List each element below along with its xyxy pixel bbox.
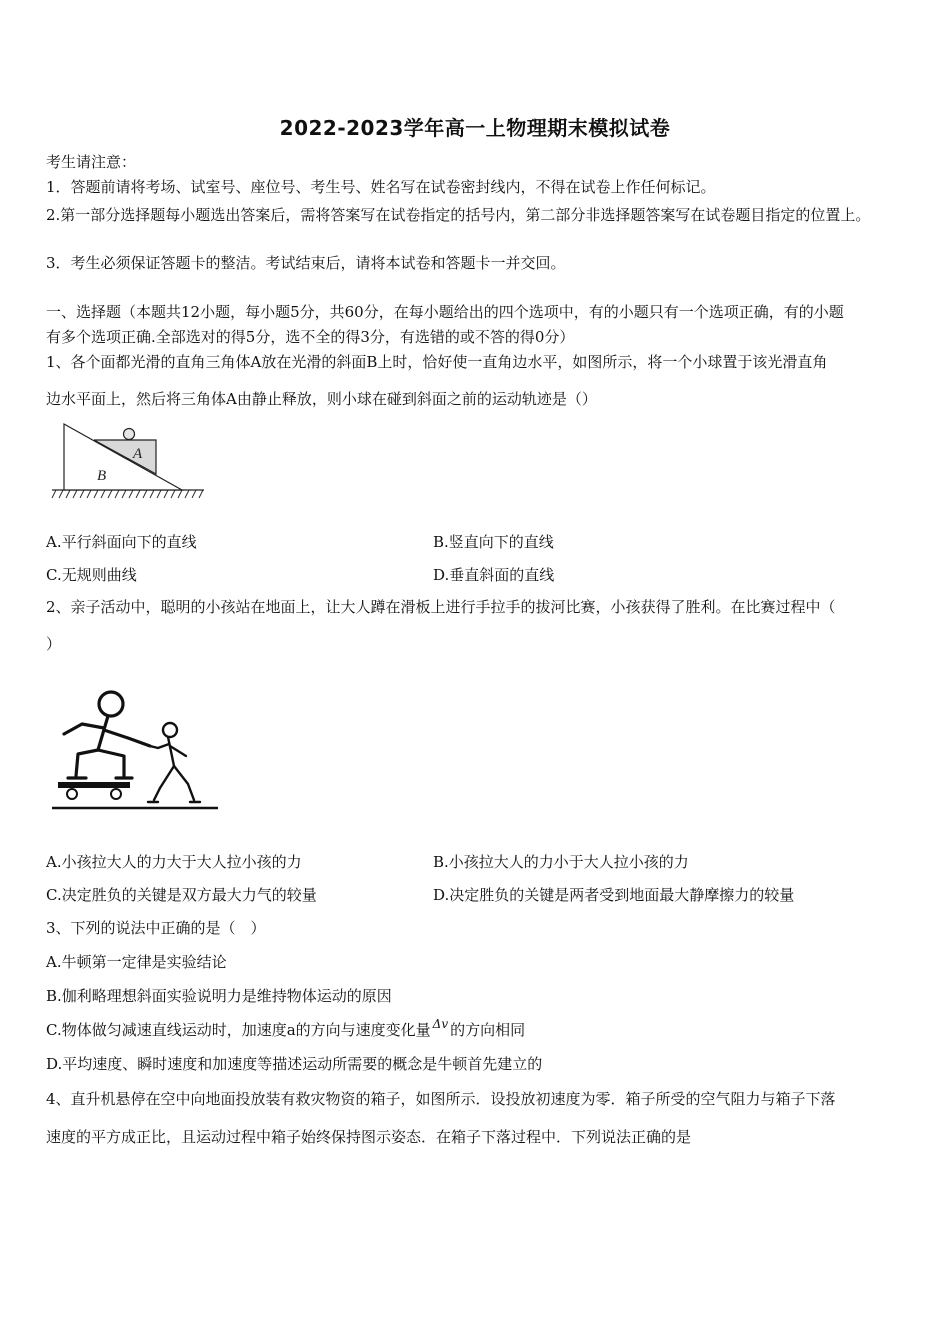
q4-stem-line2: 速度的平方成正比，且运动过程中箱子始终保持图示姿态．在箱子下落过程中．下列说法正确的是 bbox=[46, 1128, 692, 1146]
notice-item-1: 1．答题前请将考场、试室号、座位号、考生号、姓名写在试卷密封线内，不得在试卷上作任何标记。 bbox=[46, 178, 716, 196]
q3-option-c-text-after: 的方向相同 bbox=[450, 1021, 526, 1039]
q2-stem-line2: ） bbox=[46, 635, 62, 653]
section-heading-line1: 一、选择题（本题共12小题，每小题5分，共60分，在每小题给出的四个选项中，有的小题只有一个选项正确，有的小题 bbox=[46, 303, 844, 321]
q1-stem-line1: 1、各个面都光滑的直角三角体A放在光滑的斜面B上时，恰好使一直角边水平，如图所示，将一个小球置于该光滑直角 bbox=[46, 353, 828, 371]
q4-stem-line1: 4、直升机悬停在空中向地面投放装有救灾物资的箱子，如图所示．设投放初速度为零．箱子所受的空气阻力与箱子下落 bbox=[46, 1090, 836, 1108]
q1-option-a: A.平行斜面向下的直线 bbox=[46, 533, 197, 551]
q3-stem: 3、下列的说法中正确的是（ ） bbox=[46, 919, 266, 937]
q2-option-a: A.小孩拉大人的力大于大人拉小孩的力 bbox=[46, 853, 302, 871]
q2-stem-line1: 2、亲子活动中，聪明的小孩站在地面上，让大人蹲在滑板上进行手拉手的拔河比赛，小孩获得了胜利。在比赛过程中（ bbox=[46, 598, 836, 616]
q2-option-b: B.小孩拉大人的力小于大人拉小孩的力 bbox=[433, 853, 689, 871]
skateboard bbox=[58, 782, 130, 788]
small-ball bbox=[124, 429, 135, 440]
q1-incline-figure bbox=[50, 422, 210, 506]
page-title: 2022-2023学年高一上物理期末模拟试卷 bbox=[279, 116, 671, 140]
label-b: B bbox=[97, 468, 107, 484]
q3-option-d: D.平均速度、瞬时速度和加速度等描述运动所需要的概念是牛顿首先建立的 bbox=[46, 1055, 543, 1073]
q3-option-a: A.牛顿第一定律是实验结论 bbox=[46, 953, 227, 971]
q3-option-b: B.伽利略理想斜面实验说明力是维持物体运动的原因 bbox=[46, 987, 392, 1005]
q1-option-c: C.无规则曲线 bbox=[46, 566, 137, 584]
q1-stem-line2: 边水平面上，然后将三角体A由静止释放，则小球在碰到斜面之前的运动轨迹是（） bbox=[46, 390, 597, 408]
q3-option-c bbox=[46, 1017, 526, 1041]
q1-option-b: B.竖直向下的直线 bbox=[433, 533, 554, 551]
q3-option-c-text-before: C.物体做匀减速直线运动时，加速度a的方向与速度变化量 bbox=[46, 1021, 431, 1039]
q2-option-c: C.决定胜负的关键是双方最大力气的较量 bbox=[46, 886, 317, 904]
q2-option-d: D.决定胜负的关键是两者受到地面最大静摩擦力的较量 bbox=[433, 886, 795, 904]
section-heading-line2: 有多个选项正确.全部选对的得5分，选不全的得3分，有选错的或不答的得0分） bbox=[46, 328, 575, 346]
q2-tug-of-war-figure bbox=[50, 688, 222, 816]
notice-item-2: 2.第一部分选择题每小题选出答案后，需将答案写在试卷指定的括号内，第二部分非选择题答案写在试卷题目指定的位置上。 bbox=[46, 206, 871, 224]
q1-option-d: D.垂直斜面的直线 bbox=[433, 566, 555, 584]
label-a: A bbox=[133, 446, 143, 462]
notice-heading: 考生请注意： bbox=[46, 153, 137, 171]
delta-v-symbol: Δv bbox=[432, 1017, 449, 1031]
notice-item-3: 3．考生必须保证答题卡的整洁。考试结束后，请将本试卷和答题卡一并交回。 bbox=[46, 254, 566, 272]
